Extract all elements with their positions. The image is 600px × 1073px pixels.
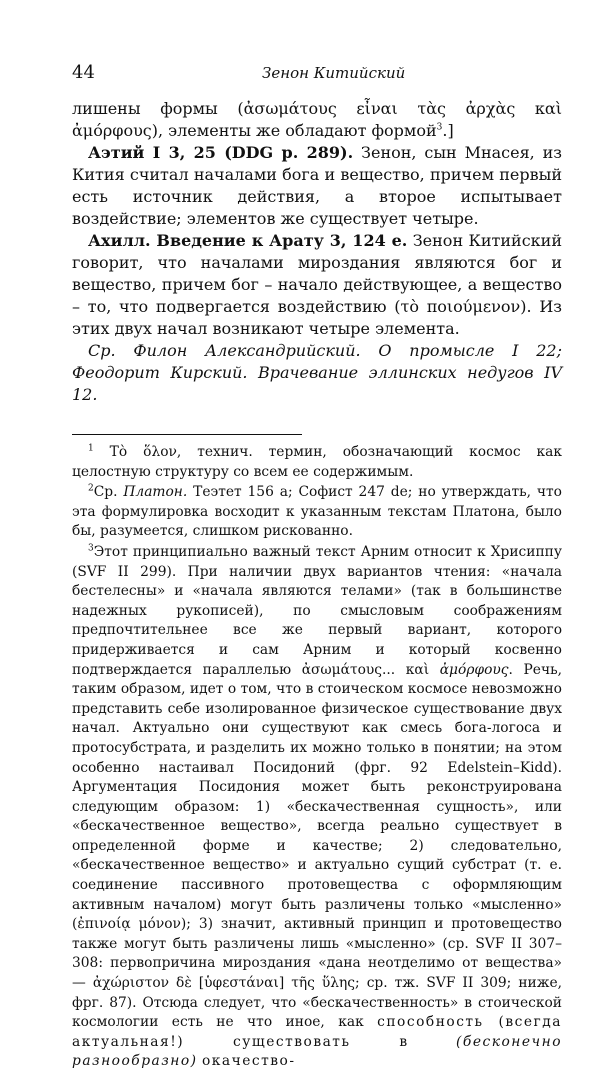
- running-title: Зенон Китийский: [262, 64, 406, 82]
- footnote-number: 3: [88, 543, 94, 554]
- page-number: 44: [72, 62, 95, 83]
- footnote-mark: 3: [436, 122, 443, 133]
- greek-term: ἀμόρφους: [439, 661, 509, 678]
- footnote-3: [72, 543, 562, 1072]
- footnote-text-continued: . Речь, таким образом, идет о том, что в стоическом космосе невозможно представить себе изолированное физическое существование двух начал. Актуально они существуют как смесь бога-логоса и протосубстрата, и разделить их можно только в понятии; на этом особенно настаивал Посидоний (фрг. 92 Edelstein–Kidd). Аргументация Посидония может быть реконструирована следующим образом: 1) «бескачественная сущность», или «бескачественное вещество», всегда реально существует в определенной форме и качестве; 2) следовательно, «бескачественное вещество» и актуально сущий субстрат (т. е. соединение пассивного протовещества с оформляющим активным началом) могут быть различены только «мысленно» (ἐπινοίᾳ μόνον); 3) значит, активный принцип и протовещество также могут быть различены лишь «мысленно» (ср. SVF II 307–308: первопричина мироздания «дана неотделимо от вещества» — ἀχώριστον δὲ [ὑφεστάναι] τῆς ὕλης; ср. тж. SVF II 309; ниже, фрг. 87). Отсюда следует, что «бескачественность» в стоической космологии есть не что иное, как: [72, 661, 562, 1031]
- footnote-author: Платон.: [123, 484, 188, 501]
- spaced-phrase-end: окачество-: [201, 1053, 296, 1070]
- footnote-separator: [72, 434, 302, 435]
- footnote-1: [72, 443, 562, 482]
- spaced-italic-phrase: (бесконечно разнообразно): [72, 1033, 563, 1070]
- footnotes: [72, 443, 562, 1072]
- paragraph-text: лишены формы (ἀσωμάτους εἶναι τὰς ἀρχὰς καὶ ἀμόρφους), элементы же обладают формой: [72, 99, 562, 140]
- footnote-prefix: Ср.: [93, 484, 124, 501]
- footnote-2: [72, 483, 562, 542]
- footnote-number: 2: [88, 483, 94, 494]
- paragraph-cf: Ср. Филон Александрийский. О промысле I 22; Феодорит Кирский. Врачевание эллинских недугов IV 12.: [72, 341, 562, 404]
- spaced-phrase: способность (всегда актуальная!) существовать в: [72, 1014, 562, 1050]
- source-reference: Ахилл. Введение к Арату 3, 124 е.: [88, 231, 408, 250]
- paragraph-tail: .]: [442, 121, 454, 140]
- paragraph-continuation: [72, 98, 562, 142]
- footnote-text: Этот принципиально важный текст Арним относит к Хрисиппу (SVF II 299). При наличии двух вариантов чтения: «начала бестелесны» и «начала являются телами» (так в большинстве надежных рукописей), по смысловым соображениям предпочтительнее все же первый вариант, которого придерживается и сам Арним и который косвенно подтверждается параллелью ἀσωμάτους... καὶ: [72, 543, 562, 678]
- book-page: [72, 62, 562, 1073]
- paragraph-achilles: [72, 230, 562, 340]
- page-header: [72, 62, 562, 98]
- footnote-text: Τὸ ὅλον, технич. термин, обозначающий космос как целостную структуру со всем ее содержимым.: [72, 444, 562, 480]
- paragraph-text: Зенон, сын Мнасея, из Кития считал началами бога и вещество, причем первый есть источник действия, а второе испытывает воздействие; элементов же существует четыре.: [72, 143, 563, 228]
- main-text: [72, 98, 562, 406]
- footnote-number: 1: [88, 443, 94, 454]
- paragraph-text: Зенон Китийский говорит, что началами мироздания являются бог и вещество, причем бог – начало действующее, а вещество – то, что подвергается воздействию (τὸ ποιούμενον). Из этих двух начал возникают четыре элемента.: [72, 231, 562, 338]
- footnote-text: Теэтет 156 а; Софист 247 de; но утверждать, что эта формулировка восходит к указанным текстам Платона, было бы, разумеется, слишком рискованно.: [72, 484, 562, 540]
- source-reference: Аэтий I 3, 25 (DDG p. 289).: [88, 143, 354, 162]
- paragraph-aetius: [72, 142, 562, 230]
